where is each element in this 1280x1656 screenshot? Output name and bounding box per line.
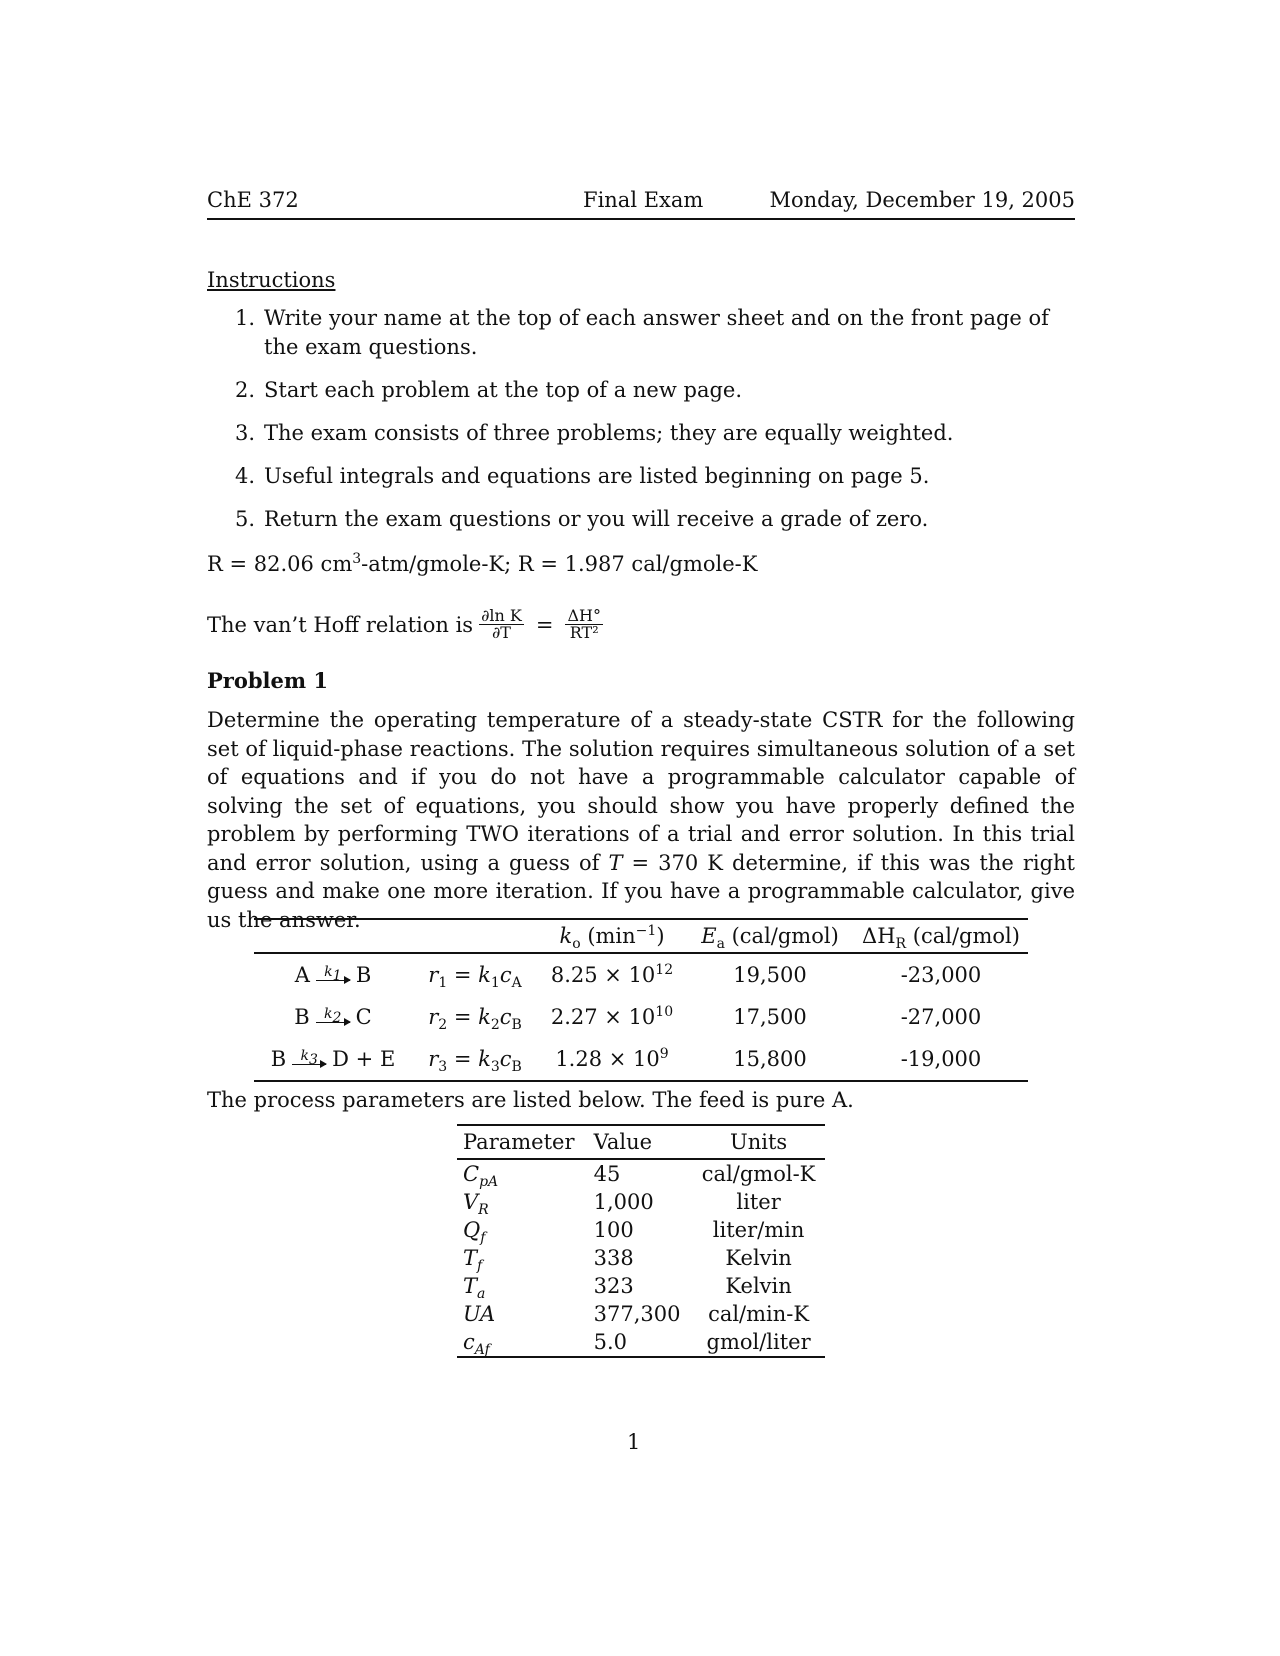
vant-hoff-rhs: $\frac{\Delta H^\circ}{\text{RT²}}$ (567, 606, 601, 642)
rate-law: $r_1 = k_1c_A$ (428, 963, 522, 992)
ea-value: 17,500 (733, 1005, 807, 1029)
reaction-table (254, 918, 1028, 1082)
dh-value: -23,000 (900, 963, 982, 987)
vant-hoff-relation: The van’t Hoff relation is $\frac{\text{∂ln K}}{\partial T}$ = $\frac{\Delta H^\circ}{\text{RT²}}$ (207, 606, 601, 642)
table-row (254, 1038, 1028, 1081)
page-header (207, 184, 1075, 220)
instructions-heading: Instructions (207, 268, 336, 292)
reaction-arrow-icon: $k_3$ (292, 1050, 326, 1065)
instruction-item: 1. Write your name at the top of each answer sheet and on the front page of the exam questions. (235, 306, 1049, 359)
params-intro: The process parameters are listed below. The feed is pure A. (207, 1088, 854, 1112)
dh-value: -19,000 (854, 1038, 1028, 1081)
table-row: $Q_f$ 100 liter/min (463, 1218, 805, 1247)
ea-value: 15,800 (686, 1038, 854, 1081)
problem-1-text: Determine the operating temperature of a steady-state CSTR for the following set of liquid-phase reactions. The solution requires simultaneous solution of a set of equations and if you do not have a programmable calculator capable of solving the set of equations, you should show you have properly defined the problem by performing TWO iterations of a trial and error solution. In this trial and error solution, using a guess of T = 370 K determine, if this was the right guess and make one more iteration. If you have a programmable calculator, give us the answer. (207, 708, 1075, 932)
ea-value: 19,500 (733, 963, 807, 987)
ko-value: $2.27 \times 10^{10}$ (550, 1004, 674, 1029)
dh-value: -27,000 (900, 1005, 982, 1029)
table-row: $T_f$ 338 Kelvin (463, 1246, 792, 1275)
ko-header: $k_o$ $(\min^{-1})$ (538, 919, 686, 953)
instructions-list (207, 304, 1075, 548)
gas-constants: R = 82.06 $cm^3-atm/gmole-K$; R = 1.987 cal/gmole-K (207, 551, 758, 576)
table-row (254, 996, 1028, 1038)
exam-title: Final Exam (583, 188, 704, 212)
reaction-arrow-icon: $k_1$ (316, 966, 350, 981)
table-row: $c_{Af}$ 5.0 gmol/liter (457, 1328, 825, 1357)
instruction-item: 2. Start each problem at the top of a new page. (235, 378, 743, 402)
vant-hoff-label: The van’t Hoff relation is (207, 612, 474, 637)
ea-header: $E_a$ (cal/gmol) (686, 919, 854, 953)
table-row (254, 953, 1028, 996)
vant-hoff-lhs: $\frac{\text{∂ln K}}{\partial T}$ (481, 606, 522, 642)
table-row: $V_R$ 1,000 liter (463, 1190, 781, 1219)
parameter-table-header: Parameter Value Units (457, 1125, 825, 1159)
instruction-item: 5. Return the exam questions or you will receive a grade of zero. (235, 507, 929, 531)
ko-value: $8.25 \times 10^{12}$ (550, 962, 674, 987)
table-row: $C_{pA}$ 45 cal/gmol-K (463, 1162, 816, 1191)
reaction-arrow-icon: $k_2$ (316, 1008, 350, 1023)
table-row: $T_a$ 323 Kelvin (463, 1274, 792, 1303)
reaction-equation: B $k_3$ D + E (254, 1038, 412, 1081)
exam-date: Monday, December 19, 2005 (769, 188, 1075, 212)
instruction-item: 4. Useful integrals and equations are listed beginning on page 5. (235, 464, 930, 488)
reaction-table-header (254, 919, 1028, 953)
dh-header: $\Delta H_R$ (cal/gmol) (854, 919, 1028, 953)
page-number: 1 (627, 1430, 641, 1454)
reaction-equation: B $k_2$ C (294, 1005, 372, 1029)
reaction-equation: A $k_1$ B (294, 963, 372, 987)
course-code: ChE 372 (207, 188, 299, 212)
instruction-item: 3. The exam consists of three problems; they are equally weighted. (235, 421, 954, 445)
problem-1-title: Problem 1 (207, 668, 329, 693)
rate-law: $r_2 = k_2c_B$ (428, 1005, 522, 1034)
parameter-table (457, 1124, 825, 1358)
rate-law: $r_3 = k_3c_B$ (412, 1038, 538, 1081)
ko-value: $1.28 \times 10^9$ (538, 1038, 686, 1081)
table-row: UA 377,300 cal/min-K (463, 1302, 810, 1326)
